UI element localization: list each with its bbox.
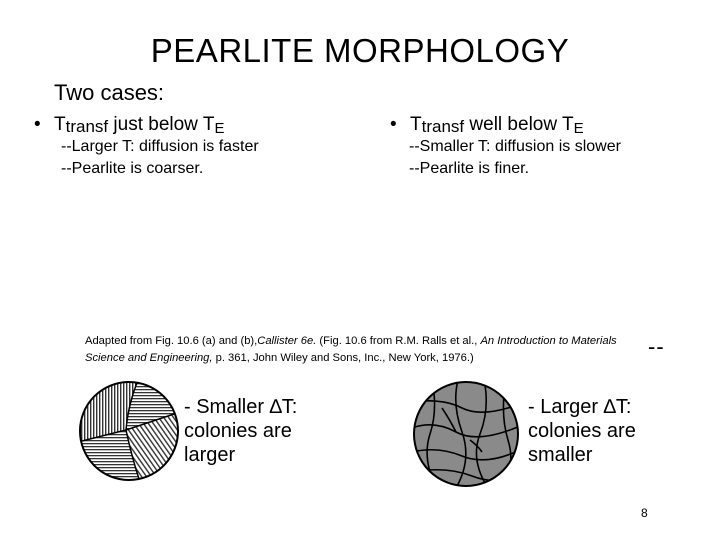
e-subscript: E (214, 120, 225, 137)
t-symbol: T (54, 114, 66, 135)
fine-description: - Larger ∆T: colonies are smaller (528, 396, 636, 466)
e-subscript: E (573, 120, 584, 137)
coarse-pearlite-figure (78, 380, 180, 482)
caption-book: Callister 6e. (257, 335, 317, 347)
t-subscript: transf (421, 117, 465, 136)
right-line-1: --Smaller T: diffusion is slower (409, 138, 621, 155)
right-bullet (390, 114, 584, 136)
t-subscript: transf (65, 117, 109, 136)
caption-part: (Fig. 10.6 from R.M. Ralls et al., (316, 335, 481, 347)
bullet-dot: • (390, 114, 397, 135)
fine-pearlite-figure (412, 380, 520, 488)
left-line-2: --Pearlite is coarser. (61, 160, 204, 177)
caption-reference-title: An Introduction to Materials Science and Engineering, (85, 335, 617, 364)
page-number: 8 (641, 506, 648, 520)
subtitle: Two cases: (54, 80, 165, 105)
left-bullet (34, 114, 224, 136)
caption-part: Adapted from Fig. 10.6 (a) and (b), (85, 335, 258, 347)
bullet-dot: • (34, 114, 41, 135)
caption-part: p. 361, John Wiley and Sons, Inc., New York, 1976.) (212, 352, 474, 364)
bullet-text: just below T (108, 114, 215, 135)
left-line-1: --Larger T: diffusion is faster (61, 138, 259, 155)
page-title: PEARLITE MORPHOLOGY (150, 32, 570, 69)
coarse-description: - Smaller ∆T: colonies are larger (184, 396, 298, 466)
bullet-text: well below T (464, 114, 574, 135)
t-symbol: T (410, 114, 422, 135)
dashes: -- (648, 334, 665, 359)
figure-caption (85, 333, 625, 367)
right-line-2: --Pearlite is finer. (409, 160, 530, 177)
